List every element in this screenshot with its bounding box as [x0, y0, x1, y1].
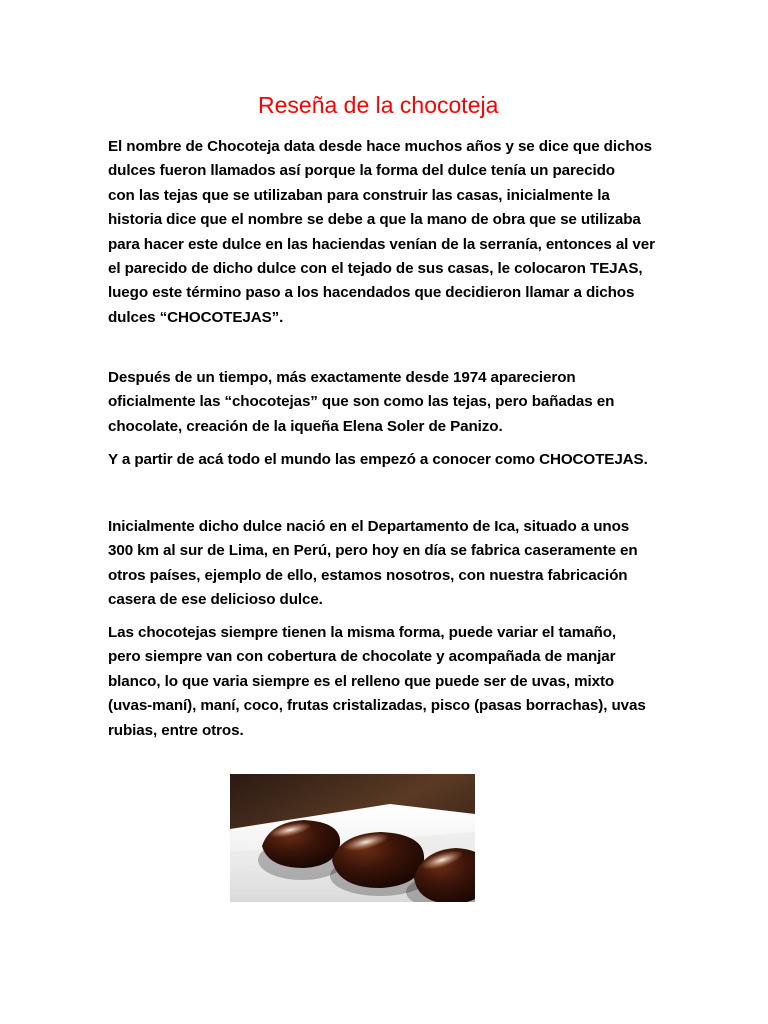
paragraph-shape	[108, 621, 668, 743]
paragraph-line: (uvas-maní), maní, coco, frutas cristalizadas, pisco (pasas borrachas), uvas	[108, 697, 646, 715]
paragraph-fame	[108, 448, 668, 472]
paragraph-line: 300 km al sur de Lima, en Perú, pero hoy en día se fabrica caseramente en	[108, 542, 638, 560]
paragraph-line: Las chocotejas siempre tienen la misma forma, puede variar el tamaño,	[108, 624, 616, 641]
paragraph-line: El nombre de Chocoteja data desde hace muchos años y se dice que dichos	[108, 138, 653, 155]
paragraph-line: el parecido de dicho dulce con el tejado de sus casas, le colocaron TEJAS,	[108, 260, 643, 278]
paragraph-line: luego este término paso a los hacendados que decidieron llamar a dichos	[108, 284, 635, 302]
paragraph-line: rubias, entre otros.	[108, 721, 244, 739]
paragraph-line: otros países, ejemplo de ello, estamos nosotros, con nuestra fabricación	[108, 566, 628, 584]
document-title: Reseña de la chocoteja	[258, 92, 499, 118]
paragraph-line: Inicialmente dicho dulce nació en el Departamento de Ica, situado a unos	[108, 518, 630, 535]
paragraph-line: dulces “CHOCOTEJAS”.	[108, 308, 284, 326]
paragraph-line: Después de un tiempo, más exactamente desde 1974 aparecieron	[108, 369, 576, 386]
chocoteja-photo	[230, 774, 475, 902]
paragraph-line: blanco, lo que varia siempre es el relleno que puede ser de uvas, mixto	[108, 672, 615, 690]
paragraph-origin	[108, 135, 668, 330]
paragraph-line: historia dice que el nombre se debe a que la mano de obra que se utilizaba	[108, 211, 641, 229]
paragraph-line: con las tejas que se utilizaban para construir las casas, inicialmente la	[108, 186, 610, 204]
paragraph-line: para hacer este dulce en las haciendas venían de la serranía, entonces al ver	[108, 235, 655, 253]
paragraph-line: chocolate, creación de la iqueña Elena Soler de Panizo.	[108, 417, 503, 435]
paragraph-history	[108, 366, 668, 439]
paragraph-ica	[108, 515, 668, 613]
paragraph-line: dulces fueron llamados así porque la forma del dulce tenía un parecido	[108, 162, 615, 180]
paragraph-line: Y a partir de acá todo el mundo las empezó a conocer como CHOCOTEJAS.	[108, 451, 648, 468]
paragraph-line: pero siempre van con cobertura de chocolate y acompañada de manjar	[108, 648, 616, 666]
paragraph-line: oficialmente las “chocotejas” que son como las tejas, pero bañadas en	[108, 393, 615, 411]
paragraph-line: casera de ese delicioso dulce.	[108, 591, 323, 609]
